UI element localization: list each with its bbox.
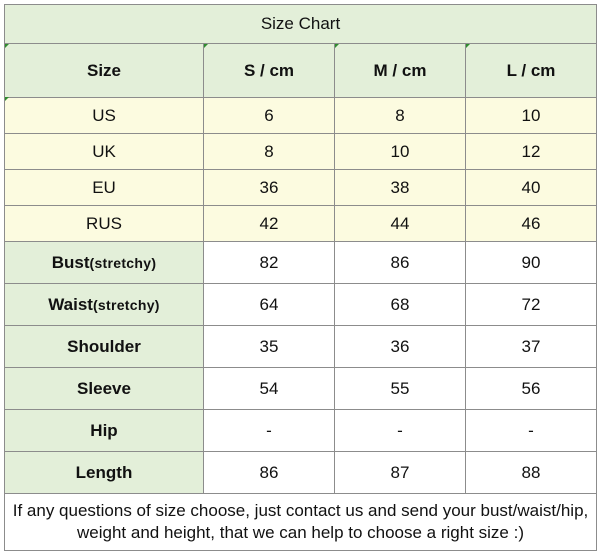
cell-us-s: 6	[204, 98, 335, 134]
bust-note: (stretchy)	[89, 254, 157, 271]
cell-uk-l: 12	[466, 134, 597, 170]
cell-eu-m: 38	[335, 170, 466, 206]
cell-sleeve-m: 55	[335, 368, 466, 410]
cell-shoulder-s: 35	[204, 326, 335, 368]
corner-mark	[204, 44, 208, 48]
cell-uk-m: 10	[335, 134, 466, 170]
row-waist	[5, 284, 597, 326]
cell-length-s: 86	[204, 452, 335, 494]
cell-waist-l: 72	[466, 284, 597, 326]
header-col-l-label: L / cm	[506, 60, 556, 80]
waist-note: (stretchy)	[92, 296, 160, 313]
row-sleeve	[5, 368, 597, 410]
cell-hip-m: -	[335, 410, 466, 452]
row-label-sleeve: Sleeve	[5, 368, 204, 410]
row-rus	[5, 206, 597, 242]
row-uk	[5, 134, 597, 170]
row-shoulder	[5, 326, 597, 368]
row-us	[5, 98, 597, 134]
cell-us-l: 10	[466, 98, 597, 134]
header-col-m-label: M / cm	[373, 60, 427, 80]
row-label-shoulder: Shoulder	[5, 326, 204, 368]
header-col-s-label: S / cm	[243, 60, 295, 80]
header-size	[5, 44, 204, 98]
header-size-label: Size	[86, 60, 122, 80]
cell-shoulder-l: 37	[466, 326, 597, 368]
row-label-hip: Hip	[5, 410, 204, 452]
cell-rus-m: 44	[335, 206, 466, 242]
cell-bust-m: 86	[335, 242, 466, 284]
cell-sleeve-s: 54	[204, 368, 335, 410]
header-col-s	[204, 44, 335, 98]
row-label-waist	[5, 284, 204, 326]
cell-hip-l: -	[466, 410, 597, 452]
cell-waist-m: 68	[335, 284, 466, 326]
header-col-l	[466, 44, 597, 98]
corner-mark	[466, 44, 470, 48]
cell-uk-s: 8	[204, 134, 335, 170]
corner-mark	[5, 44, 9, 48]
cell-bust-l: 90	[466, 242, 597, 284]
cell-shoulder-m: 36	[335, 326, 466, 368]
corner-mark	[335, 44, 339, 48]
waist-label: Waist	[48, 294, 93, 314]
cell-rus-l: 46	[466, 206, 597, 242]
row-label-bust	[5, 242, 204, 284]
corner-mark	[5, 97, 9, 101]
row-label-us: US	[5, 98, 204, 134]
row-length	[5, 452, 597, 494]
chart-title: Size Chart	[5, 5, 597, 44]
cell-eu-s: 36	[204, 170, 335, 206]
cell-length-m: 87	[335, 452, 466, 494]
cell-sleeve-l: 56	[466, 368, 597, 410]
footer-note: If any questions of size choose, just contact us and send your bust/waist/hip, weight and height, that we can help to choose a right size :)	[5, 494, 597, 551]
cell-hip-s: -	[204, 410, 335, 452]
row-eu	[5, 170, 597, 206]
header-col-m	[335, 44, 466, 98]
row-label-rus: RUS	[5, 206, 204, 242]
row-bust	[5, 242, 597, 284]
cell-bust-s: 82	[204, 242, 335, 284]
row-label-eu: EU	[5, 170, 204, 206]
row-hip	[5, 410, 597, 452]
cell-length-l: 88	[466, 452, 597, 494]
row-label-length: Length	[5, 452, 204, 494]
cell-rus-s: 42	[204, 206, 335, 242]
cell-eu-l: 40	[466, 170, 597, 206]
row-label-uk: UK	[5, 134, 204, 170]
cell-waist-s: 64	[204, 284, 335, 326]
cell-us-m: 8	[335, 98, 466, 134]
bust-label: Bust	[51, 252, 90, 272]
size-chart-table	[4, 4, 597, 551]
